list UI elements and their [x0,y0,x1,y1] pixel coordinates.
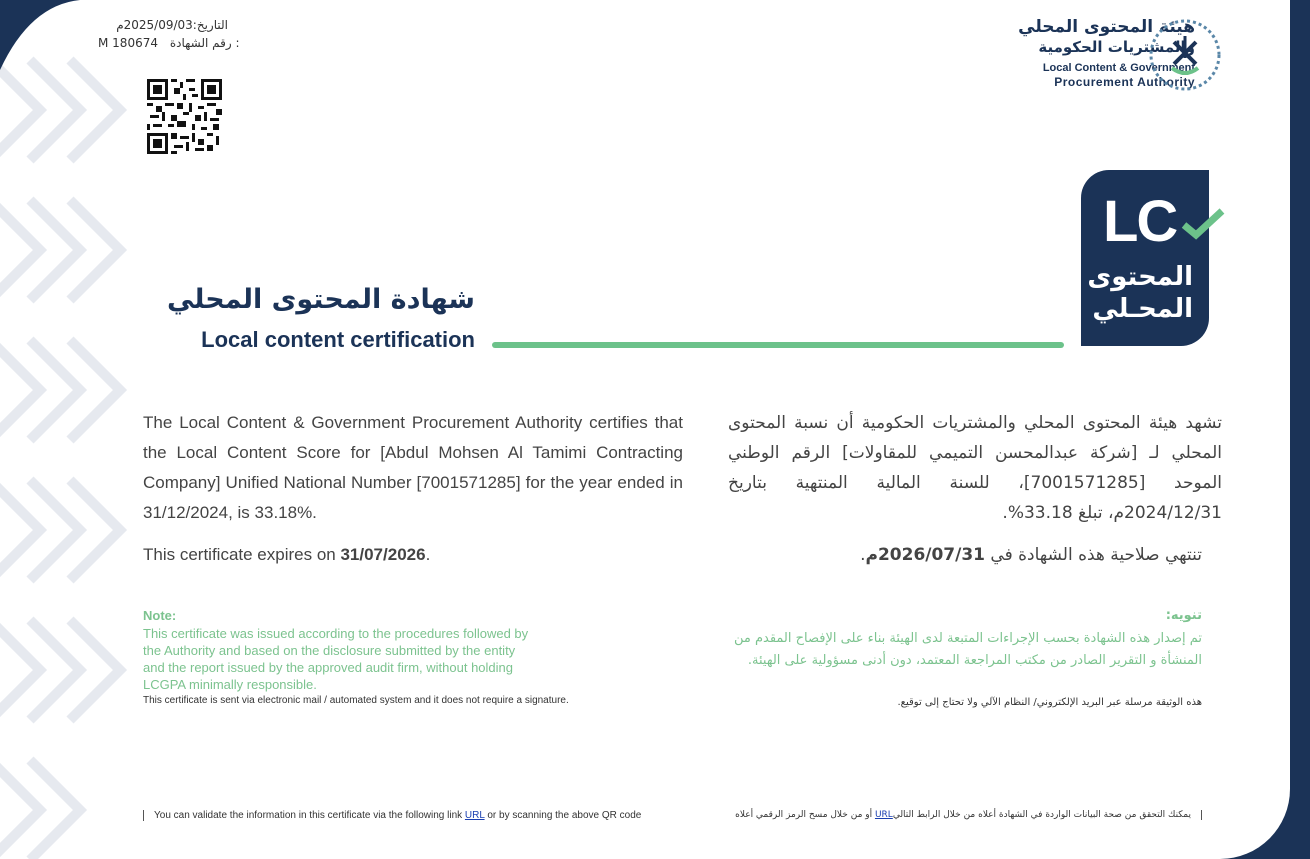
note-label-ar: تنويه: [1165,608,1202,623]
note-text-en [143,625,563,693]
validation-link-ar[interactable]: URL [874,810,893,820]
local-content-badge [1081,170,1209,346]
note-line-en: This certificate was issued according to the procedures followed by [143,626,529,641]
authority-seal-logo [1148,18,1222,92]
expiry-suffix-ar: . [860,545,866,565]
note-label-en: Note: [143,608,177,623]
corner-decoration [0,0,80,80]
validation-link-en[interactable]: URL [464,810,485,821]
authority-name-ar-line1: هيئة المحتوى المحلي [1018,17,1195,37]
validation-prefix-ar: يمكنك التحقق من صحة البيانات الواردة في الشهادة أعلاه من خلال الرابط التالي [892,810,1191,820]
electronic-notice-en: This certificate is sent via electronic mail / automated system and it does not require a signature. [143,695,569,706]
certification-statement-en: The Local Content & Government Procurement Authority certifies that the Local Content Score for [Abdul Mohsen Al Tamimi Contracting Company] Unified National Number [7001571285] for the year ended in 31/12/2024, is 33.18%. [143,413,683,522]
electronic-notice-ar: هذه الوثيقة مرسلة عبر البريد الإلكتروني/ النظام الآلي ولا تحتاج إلى توقيع. [897,697,1202,708]
decorative-pattern [0,0,135,859]
expiry-suffix-en: . [425,545,431,564]
note-line-en: LCGPA minimally responsible. [143,677,317,692]
issue-date: التاريخ:2025/09/03م [116,18,228,32]
certification-statement-ar: تشهد هيئة المحتوى المحلي والمشتريات الحكومية أن نسبة المحتوى المحلي لـ [شركة عبدالمحسن التميمي للمقاولات] الرقم الوطني الموحد [7001571285]، للسنة المالية المنتهية بتاريخ 2024/12/31م، تبلغ 33.18%. [728,413,1223,523]
qr-code [147,79,222,154]
certificate-number [98,36,240,50]
note-text-ar [702,628,1202,672]
validation-footer-ar [735,810,1202,820]
expiry-statement-ar [860,545,1202,565]
check-icon [1180,205,1226,241]
expiry-date-ar: 2026/07/31م [865,545,985,565]
certificate-number-value: M 180674 [98,36,158,50]
note-line-ar: المنشأة و التقرير الصادر من مكتب المراجعة المعتمد، دون أدنى مسؤولية على الهيئة. [747,653,1202,668]
authority-name-en-line1: Local Content & Government [1042,62,1195,74]
validation-suffix-ar: أو من خلال مسح الرمز الرقمي أعلاه [735,810,875,820]
certificate-title-ar: شهادة المحتوى المحلي [166,284,475,315]
expiry-prefix-en: This certificate expires on [143,545,341,564]
authority-name-en-line2: Procurement Authority [1054,75,1195,89]
certificate-title-en: Local content certification [201,327,475,352]
expiry-date-en: 31/07/2026 [340,545,426,564]
validation-suffix-en: or by scanning the above QR code [484,810,642,821]
validation-prefix-en: You can validate the information in this certificate via the following link [154,810,465,821]
badge-ar-line1: المحتوى [1087,262,1193,292]
expiry-statement-en [143,545,430,565]
note-line-ar: تم إصدار هذه الشهادة بحسب الإجراءات المتبعة لدى الهيئة بناء على الإفصاح المقدم من [733,631,1202,646]
expiry-prefix-ar: تنتهي صلاحية هذه الشهادة في [985,545,1202,565]
note-line-en: the Authority and based on the disclosure submitted by the entity [143,643,516,658]
validation-footer-en [143,810,641,821]
title-divider [492,342,1064,348]
badge-ar-line2: المحـلي [1092,294,1193,324]
note-line-en: and the report issued by the approved audit firm, without holding [143,660,514,675]
badge-lc-text: LC [1103,189,1177,254]
certificate-number-label: رقم الشهادة : [169,36,240,50]
authority-name-ar-line2: والمشتريات الحكومية [1038,38,1195,56]
